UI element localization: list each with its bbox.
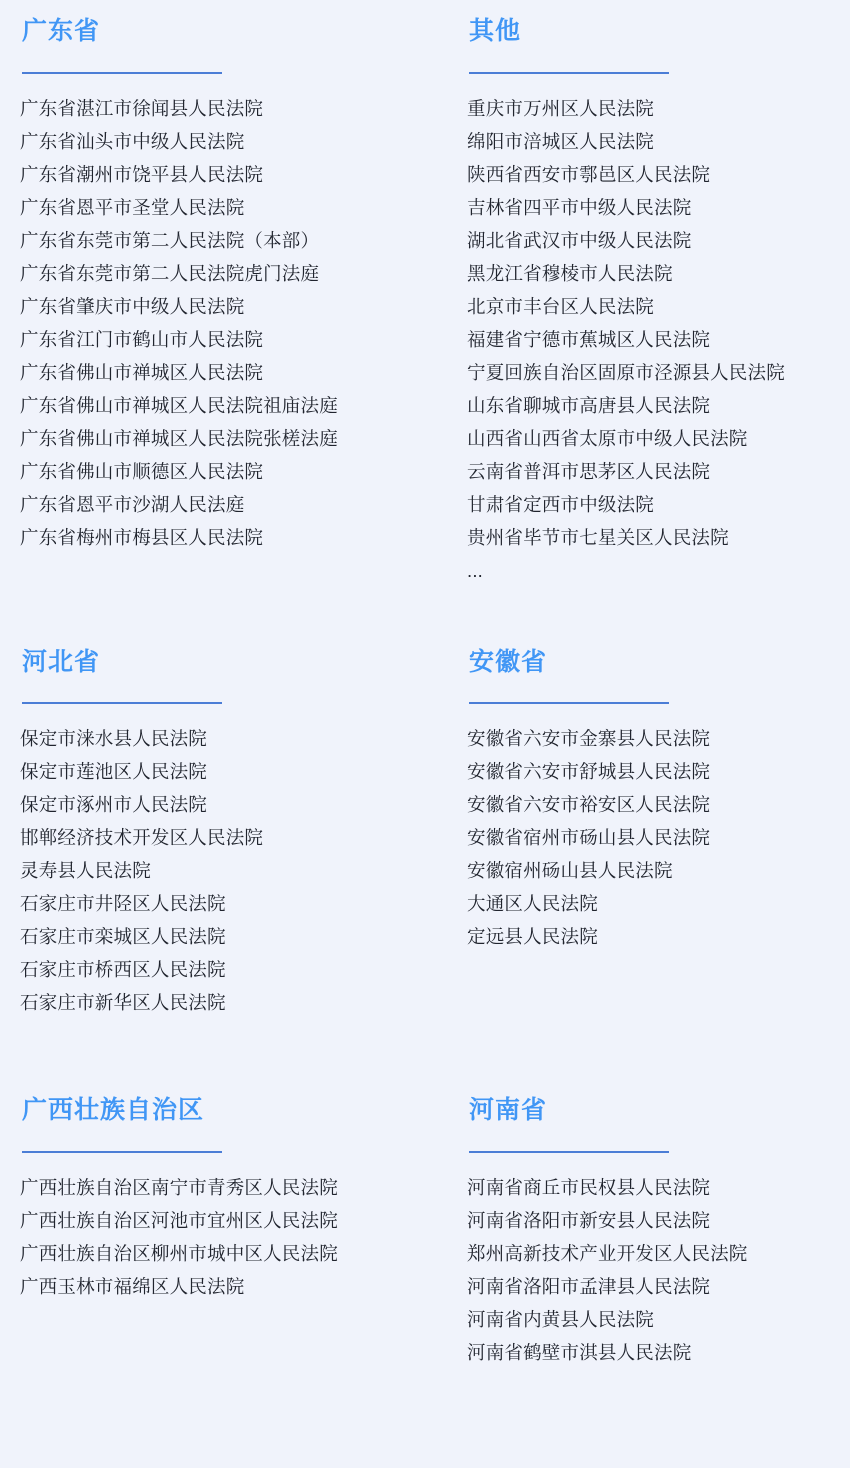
section-title: 广西壮族自治区 [22,1096,205,1124]
list-item: 保定市涿州市人民法院 [20,794,208,815]
list-item: 广东省湛江市徐闻县人民法院 [20,97,264,119]
section-spacer [445,1019,850,1097]
title-underline [22,702,222,704]
court-list [467,1171,850,1369]
list-item: 宁夏回族自治区固原市泾源县人民法院 [467,361,785,383]
list-item: 广西壮族自治区河池市宜州区人民法院 [20,1209,338,1231]
section-guangxi [20,1097,445,1369]
court-list [20,722,445,1019]
list-item: 定远县人民法院 [467,926,598,947]
list-item: 广东省恩平市沙湖人民法庭 [20,493,245,515]
list-item: 广东省潮州市饶平县人民法院 [20,163,264,185]
list-item: 石家庄市新华区人民法院 [20,992,226,1013]
section-hebei [20,649,445,1020]
list-item: 湖北省武汉市中级人民法院 [467,229,692,251]
list-item: 广东省梅州市梅县区人民法院 [20,526,264,548]
list-item: 石家庄市桥西区人民法院 [20,959,226,980]
title-underline [22,72,222,74]
list-item: 北京市丰台区人民法院 [467,295,655,317]
list-item: 山东省聊城市高唐县人民法院 [467,394,711,416]
court-list [20,92,445,554]
list-item: 河南省内黄县人民法院 [467,1308,655,1330]
list-item: 广东省佛山市顺德区人民法院 [20,460,264,482]
list-item: 广东省肇庆市中级人民法院 [20,295,245,317]
list-item: 贵州省毕节市七星关区人民法院 [467,526,729,548]
list-item: 广东省东莞市第二人民法院（本部） [20,229,320,251]
list-item: 云南省普洱市思茅区人民法院 [467,460,711,482]
list-item: 河南省鹤壁市淇县人民法院 [467,1341,692,1363]
section-spacer [20,1019,445,1097]
list-item: 广东省江门市鹤山市人民法院 [20,328,264,350]
title-underline [469,702,669,704]
section-title: 河北省 [22,647,101,676]
list-item: 保定市涞水县人民法院 [20,728,208,749]
list-item: 重庆市万州区人民法院 [467,97,655,119]
list-item: 黑龙江省穆棱市人民法院 [467,262,673,284]
list-item: 大通区人民法院 [467,893,598,914]
list-item: 绵阳市涪城区人民法院 [467,130,655,152]
list-item: 安徽省六安市舒城县人民法院 [467,761,711,782]
title-underline [469,1151,669,1153]
list-item: 安徽省六安市金寨县人民法院 [467,728,711,749]
list-item: 河南省商丘市民权县人民法院 [467,1176,711,1198]
list-item: 福建省宁德市蕉城区人民法院 [467,328,711,350]
title-underline [22,1151,222,1153]
list-item: 广西玉林市福绵区人民法院 [20,1275,245,1297]
list-item: 广东省佛山市禅城区人民法院祖庙法庭 [20,394,338,416]
list-item: 甘肃省定西市中级法院 [467,493,655,515]
list-item: 河南省洛阳市孟津县人民法院 [467,1275,711,1297]
court-list [467,92,850,587]
section-title: 广东省 [22,17,101,45]
section-anhui [445,649,850,1020]
court-section-grid [20,18,830,1369]
list-item: 广西壮族自治区南宁市青秀区人民法院 [20,1176,338,1198]
section-title: 河南省 [469,1096,548,1124]
court-list [467,722,850,953]
list-item: 广东省佛山市禅城区人民法院张槎法庭 [20,427,338,449]
title-underline [469,72,669,74]
list-item-more: ... [467,559,484,581]
section-henan [445,1097,850,1369]
section-spacer [20,587,445,649]
list-item: 吉林省四平市中级人民法院 [467,196,692,218]
list-item: 保定市莲池区人民法院 [20,761,208,782]
list-item: 郑州高新技术产业开发区人民法院 [467,1242,748,1264]
list-item: 安徽宿州砀山县人民法院 [467,860,673,881]
list-item: 陕西省西安市鄠邑区人民法院 [467,163,711,185]
list-item: 邯郸经济技术开发区人民法院 [20,827,264,848]
list-item: 广东省佛山市禅城区人民法院 [20,361,264,383]
list-item: 安徽省六安市裕安区人民法院 [467,794,711,815]
list-item: 广东省东莞市第二人民法院虎门法庭 [20,262,320,284]
court-list [20,1171,445,1303]
section-title: 其他 [469,17,522,45]
section-other [445,18,850,587]
list-item: 广西壮族自治区柳州市城中区人民法院 [20,1242,338,1264]
list-item: 广东省汕头市中级人民法院 [20,130,245,152]
section-title: 安徽省 [469,647,548,676]
list-item: 石家庄市栾城区人民法院 [20,926,226,947]
section-guangdong [20,18,445,587]
list-item: 石家庄市井陉区人民法院 [20,893,226,914]
list-item: 安徽省宿州市砀山县人民法院 [467,827,711,848]
list-item: 灵寿县人民法院 [20,860,151,881]
list-item: 山西省山西省太原市中级人民法院 [467,427,748,449]
section-spacer [445,587,850,649]
list-item: 广东省恩平市圣堂人民法院 [20,196,245,218]
list-item: 河南省洛阳市新安县人民法院 [467,1209,711,1231]
